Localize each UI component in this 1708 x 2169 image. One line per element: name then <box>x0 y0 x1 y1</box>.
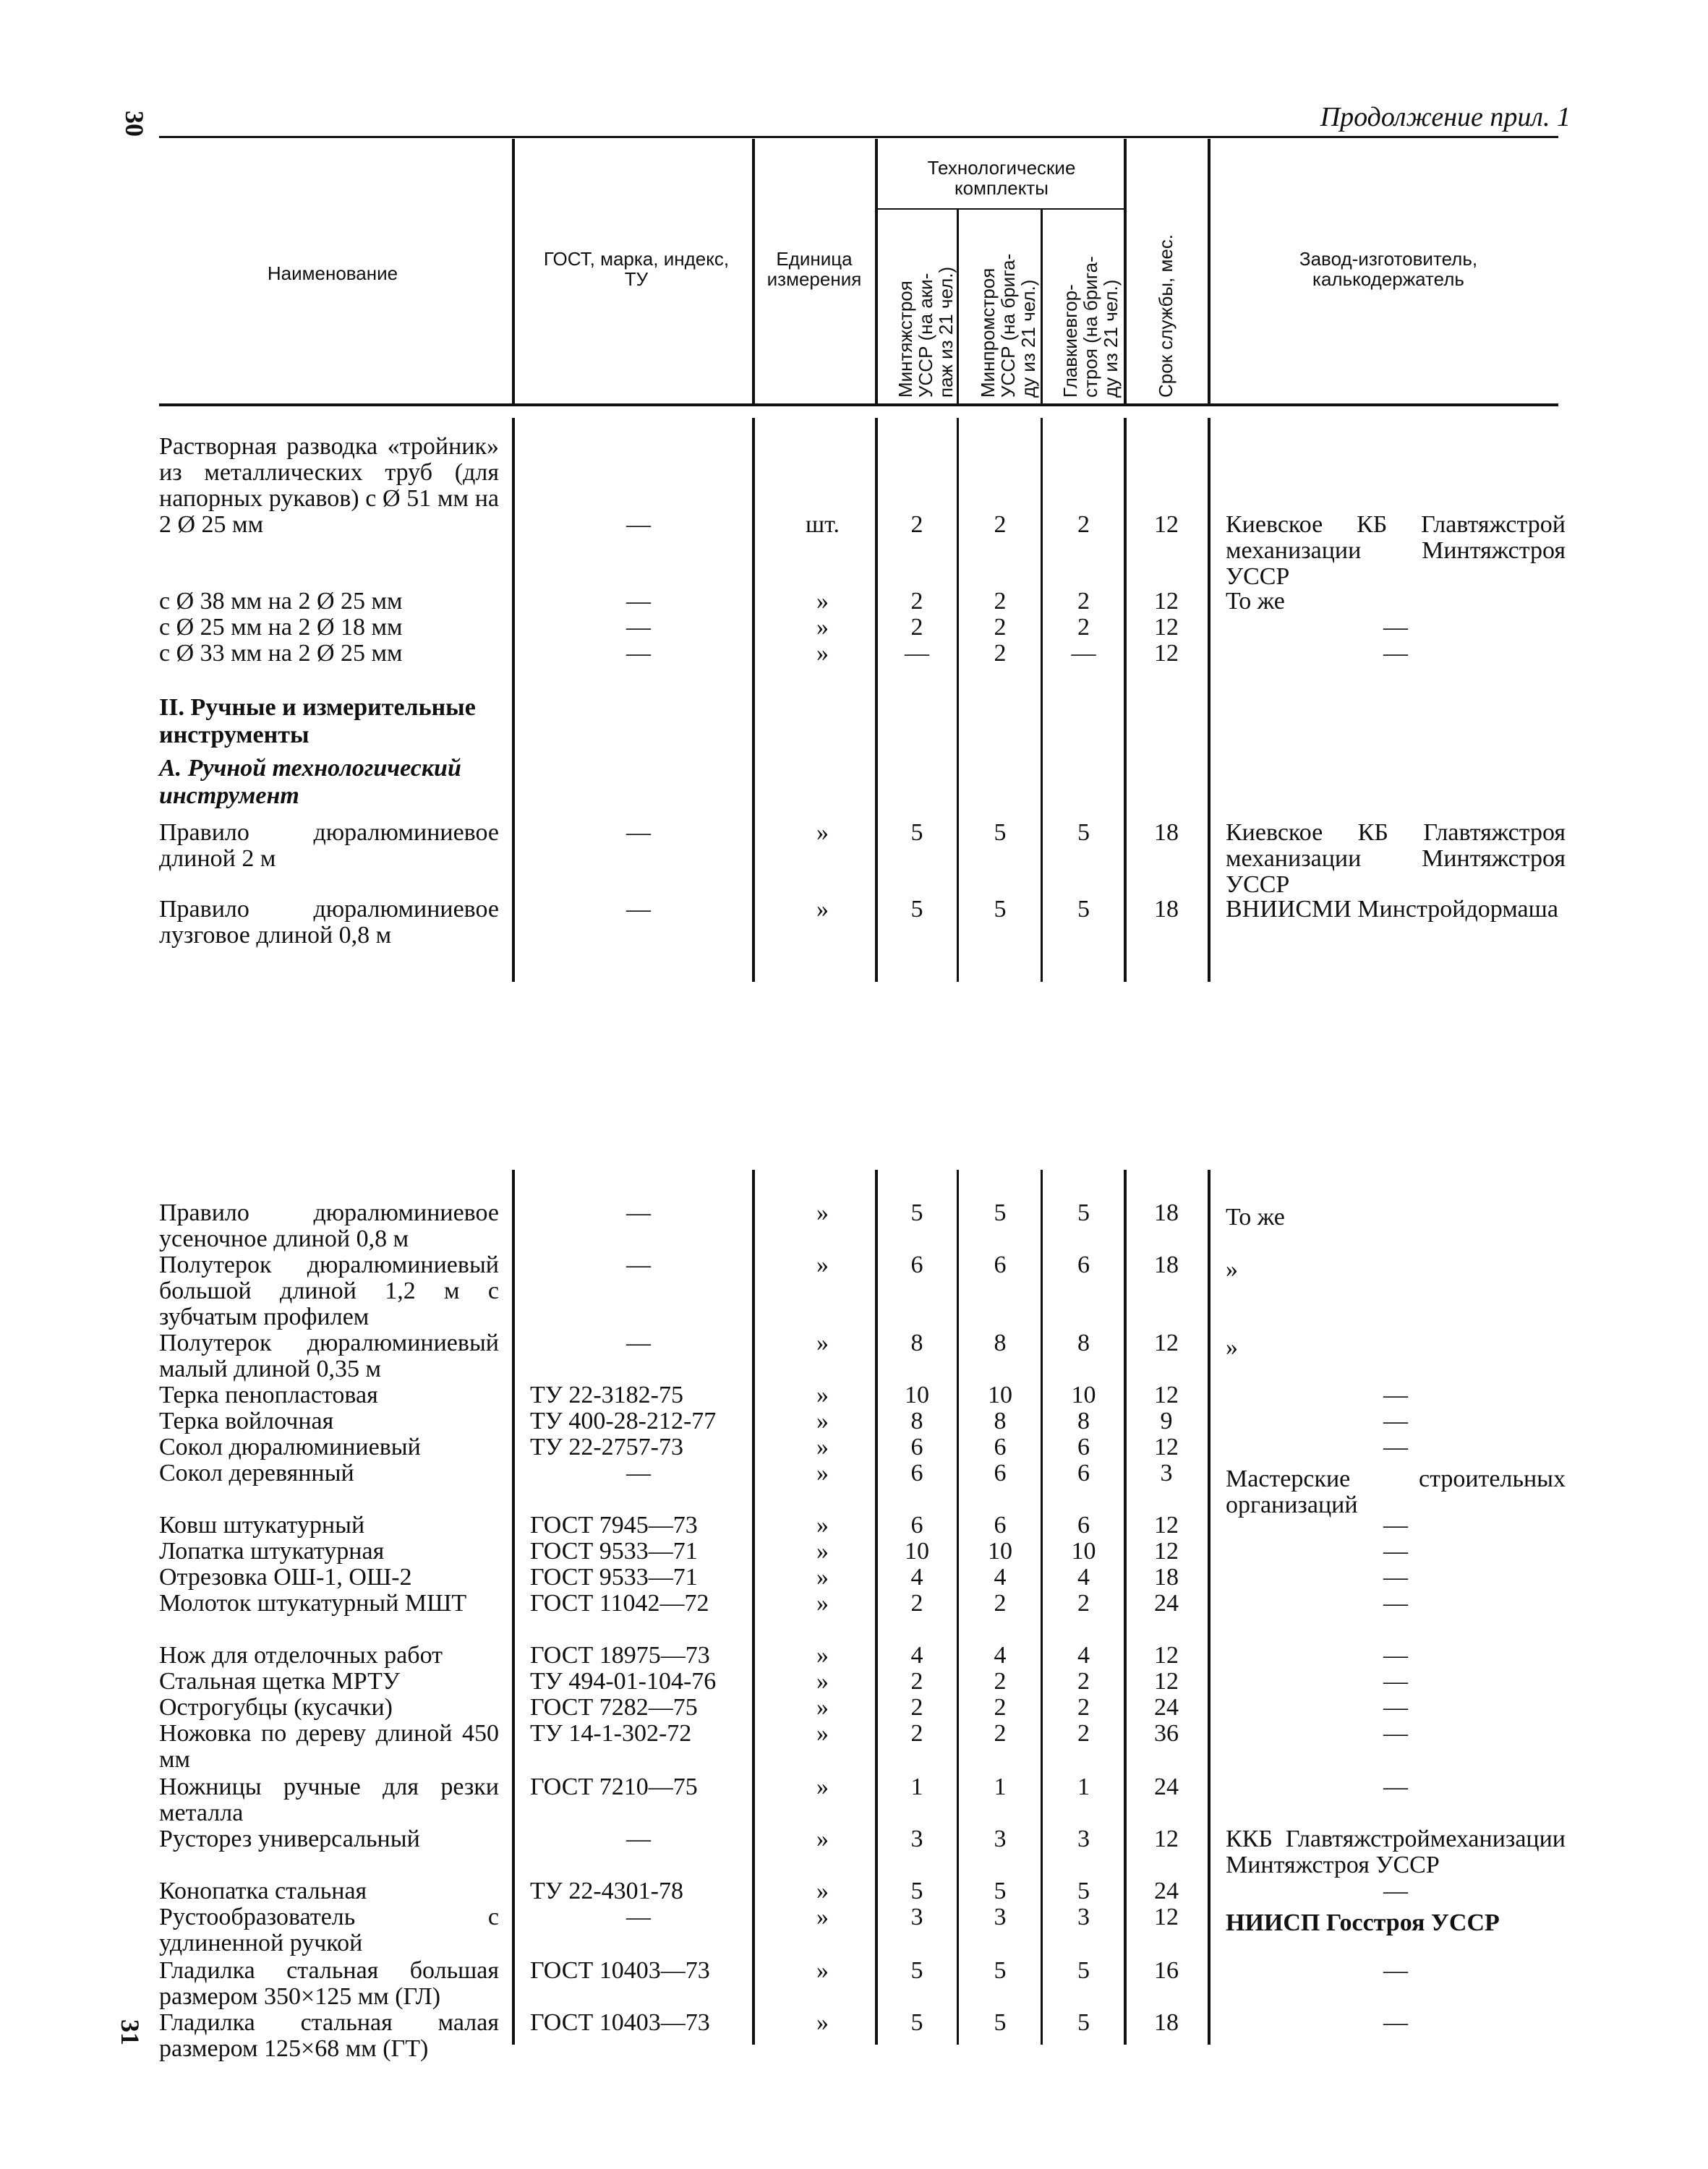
cell-plant: То же <box>1226 588 1285 615</box>
cell-gost: — <box>626 614 651 641</box>
cell-name: Ковш штукатурный <box>159 1512 365 1539</box>
cell-kit-2: 3 <box>994 1826 1007 1852</box>
cell-unit: » <box>816 1957 829 1984</box>
cell-plant: — <box>1383 1642 1408 1669</box>
cell-srok: 18 <box>1154 1564 1179 1591</box>
cell-kit-2: 4 <box>994 1642 1007 1669</box>
column-divider <box>752 418 755 982</box>
cell-gost: ТУ 22-2757-73 <box>530 1434 683 1460</box>
header-kit-1: Минтяжстроя УССР (на аки- паж из 21 чел.) <box>894 266 957 398</box>
cell-srok: 12 <box>1154 511 1179 538</box>
cell-unit: » <box>816 1460 829 1486</box>
cell-kit-2: 2 <box>994 1590 1007 1617</box>
cell-gost: ГОСТ 7210—75 <box>530 1774 698 1800</box>
cell-plant: Мастерские строительных организаций <box>1226 1466 1566 1518</box>
cell-gost: ГОСТ 9533—71 <box>530 1538 698 1565</box>
header-kit-2: Минпромстроя УССР (на брига- ду из 21 чел.) <box>977 253 1039 398</box>
cell-kit-1: 4 <box>910 1642 923 1669</box>
cell-gost: ГОСТ 9533—71 <box>530 1564 698 1591</box>
cell-kit-3: 10 <box>1071 1538 1096 1565</box>
cell-gost: — <box>626 1904 651 1930</box>
cell-gost: ГОСТ 10403—73 <box>530 1957 710 1984</box>
cell-unit: шт. <box>806 511 840 538</box>
cell-srok: 12 <box>1154 1434 1179 1460</box>
column-divider <box>1208 418 1210 982</box>
cell-name: с Ø 38 мм на 2 Ø 25 мм <box>159 588 403 615</box>
cell-kit-3: 5 <box>1077 819 1090 846</box>
cell-kit-3: 4 <box>1077 1642 1090 1669</box>
cell-plant: — <box>1383 1564 1408 1591</box>
cell-gost: ТУ 400-28-212-77 <box>530 1408 717 1434</box>
cell-srok: 18 <box>1154 819 1179 846</box>
cell-kit-3: 4 <box>1077 1564 1090 1591</box>
cell-plant: — <box>1383 1668 1408 1695</box>
cell-unit: » <box>816 819 829 846</box>
cell-srok: 36 <box>1154 1720 1179 1747</box>
column-divider <box>1208 1170 1210 2045</box>
cell-unit: » <box>816 1720 829 1747</box>
cell-unit: » <box>816 1538 829 1565</box>
cell-kit-1: 8 <box>910 1330 923 1356</box>
cell-kit-2: 10 <box>988 1382 1012 1408</box>
cell-kit-3: 3 <box>1077 1826 1090 1852</box>
cell-unit: » <box>816 1252 829 1278</box>
cell-kit-3: 6 <box>1077 1434 1090 1460</box>
cell-kit-2: 2 <box>994 1668 1007 1695</box>
header-unit: Единица измерения <box>767 248 862 290</box>
cell-kit-2: 5 <box>994 896 1007 923</box>
cell-kit-2: 2 <box>994 511 1007 538</box>
cell-unit: » <box>816 1330 829 1356</box>
cell-gost: — <box>626 896 651 923</box>
cell-gost: — <box>626 819 651 846</box>
cell-kit-1: — <box>905 640 929 667</box>
cell-kit-3: 5 <box>1077 2009 1090 2036</box>
header-divider <box>752 139 755 405</box>
cell-kit-2: 10 <box>988 1538 1012 1565</box>
cell-gost: — <box>626 1826 651 1852</box>
cell-gost: ТУ 22-4301-78 <box>530 1878 683 1904</box>
cell-gost: — <box>626 1460 651 1486</box>
header-divider <box>1208 139 1210 405</box>
cell-srok: 12 <box>1154 1668 1179 1695</box>
cell-kit-2: 6 <box>994 1512 1007 1539</box>
cell-srok: 16 <box>1154 1957 1179 1984</box>
kits-subrule <box>876 208 1125 210</box>
cell-gost: — <box>626 1252 651 1278</box>
header-divider <box>512 139 515 405</box>
header-divider <box>1124 139 1127 405</box>
cell-gost: ГОСТ 11042—72 <box>530 1590 709 1617</box>
cell-kit-3: 6 <box>1077 1460 1090 1486</box>
cell-gost: ТУ 14-1-302-72 <box>530 1720 692 1747</box>
cell-plant: — <box>1383 640 1408 667</box>
cell-kit-1: 10 <box>905 1382 929 1408</box>
cell-srok: 18 <box>1154 2009 1179 2036</box>
cell-plant: ККБ Главтяжстроймеханизации Минтяжстроя УССР <box>1226 1826 1566 1878</box>
running-head: Продолжение прил. 1 <box>1320 102 1571 132</box>
cell-name: Рустообразователь с удлиненной ручкой <box>159 1904 499 1956</box>
cell-plant: НИИСП Госстроя УССР <box>1226 1909 1500 1936</box>
cell-kit-2: 4 <box>994 1564 1007 1591</box>
cell-kit-2: 1 <box>994 1774 1007 1800</box>
cell-plant: » <box>1226 1334 1238 1361</box>
cell-name: Растворная разводка «тройник» из металлических труб (для напорных рукавов) с Ø 51 мм на 2 Ø 25 мм <box>159 433 499 538</box>
cell-unit: » <box>816 1590 829 1617</box>
cell-name: Ножовка по дереву длиной 450 мм <box>159 1720 499 1773</box>
header-srok: Срок службы, мес. <box>1155 234 1177 398</box>
cell-srok: 24 <box>1154 1694 1179 1721</box>
cell-srok: 24 <box>1154 1878 1179 1904</box>
cell-name: Русторез универсальный <box>159 1826 420 1852</box>
cell-srok: 3 <box>1160 1460 1173 1486</box>
cell-plant: — <box>1383 1774 1408 1800</box>
cell-kit-1: 2 <box>910 614 923 641</box>
cell-name: Полутерок дюралюминиевый большой длиной 1,2 м с зубчатым профилем <box>159 1252 499 1330</box>
cell-gost: — <box>626 588 651 615</box>
cell-kit-2: 5 <box>994 1199 1007 1226</box>
cell-kit-1: 6 <box>910 1512 923 1539</box>
cell-plant: — <box>1383 614 1408 641</box>
cell-name: Лопатка штукатурная <box>159 1538 385 1565</box>
header-bottom-rule <box>159 403 1558 406</box>
cell-srok: 12 <box>1154 588 1179 615</box>
header-name: Наименование <box>267 262 398 284</box>
cell-kit-3: 1 <box>1077 1774 1090 1800</box>
cell-gost: ГОСТ 10403—73 <box>530 2009 710 2036</box>
cell-kit-3: 2 <box>1077 614 1090 641</box>
cell-unit: » <box>816 896 829 923</box>
cell-srok: 12 <box>1154 1538 1179 1565</box>
header-plant: Завод-изготовитель, калькодержатель <box>1299 248 1478 290</box>
cell-kit-2: 6 <box>994 1252 1007 1278</box>
cell-kit-3: — <box>1071 640 1096 667</box>
cell-kit-3: 5 <box>1077 1878 1090 1904</box>
cell-name: Конопатка стальная <box>159 1878 367 1904</box>
cell-kit-1: 2 <box>910 1590 923 1617</box>
cell-plant: — <box>1383 1512 1408 1539</box>
cell-plant: ВНИИСМИ Минстройдормаша <box>1226 896 1558 923</box>
cell-srok: 12 <box>1154 640 1179 667</box>
header-divider <box>1041 210 1043 405</box>
cell-kit-3: 2 <box>1077 588 1090 615</box>
cell-kit-2: 2 <box>994 588 1007 615</box>
cell-kit-1: 6 <box>910 1460 923 1486</box>
cell-unit: » <box>816 1904 829 1930</box>
cell-name: Острогубцы (кусачки) <box>159 1694 393 1721</box>
cell-plant: — <box>1383 1590 1408 1617</box>
cell-name: Терка войлочная <box>159 1408 334 1434</box>
cell-srok: 12 <box>1154 1382 1179 1408</box>
cell-kit-3: 3 <box>1077 1904 1090 1930</box>
cell-name: Правило дюралюминиевое длиной 2 м <box>159 819 499 872</box>
cell-unit: » <box>816 1512 829 1539</box>
cell-unit: » <box>816 1642 829 1669</box>
cell-kit-2: 2 <box>994 640 1007 667</box>
cell-kit-1: 8 <box>910 1408 923 1434</box>
cell-kit-2: 6 <box>994 1460 1007 1486</box>
cell-unit: » <box>816 640 829 667</box>
column-divider <box>752 1170 755 2045</box>
cell-srok: 12 <box>1154 1826 1179 1852</box>
cell-srok: 24 <box>1154 1774 1179 1800</box>
cell-gost: ГОСТ 7945—73 <box>530 1512 698 1539</box>
cell-plant: Киевское КБ Главтяжстроя механизации Минтяжстроя УССР <box>1226 819 1566 898</box>
cell-kit-1: 6 <box>910 1434 923 1460</box>
cell-kit-3: 2 <box>1077 1668 1090 1695</box>
cell-kit-3: 2 <box>1077 1694 1090 1721</box>
cell-kit-2: 3 <box>994 1904 1007 1930</box>
section-heading-a: А. Ручной технологический инструмент <box>159 755 461 809</box>
cell-plant: — <box>1383 1408 1408 1434</box>
cell-kit-1: 2 <box>910 511 923 538</box>
cell-name: с Ø 25 мм на 2 Ø 18 мм <box>159 614 403 641</box>
cell-srok: 12 <box>1154 614 1179 641</box>
cell-srok: 12 <box>1154 1512 1179 1539</box>
cell-srok: 12 <box>1154 1330 1179 1356</box>
cell-kit-3: 6 <box>1077 1512 1090 1539</box>
cell-unit: » <box>816 1199 829 1226</box>
column-divider <box>512 418 515 982</box>
cell-kit-3: 8 <box>1077 1330 1090 1356</box>
cell-unit: » <box>816 1694 829 1721</box>
cell-name: Ножницы ручные для резки металла <box>159 1774 499 1826</box>
cell-unit: » <box>816 1564 829 1591</box>
cell-kit-2: 2 <box>994 1720 1007 1747</box>
cell-name: Правило дюралюминиевое усеночное длиной 0,8 м <box>159 1199 499 1252</box>
cell-srok: 18 <box>1154 896 1179 923</box>
cell-plant: — <box>1383 2009 1408 2036</box>
cell-gost: ГОСТ 7282—75 <box>530 1694 698 1721</box>
cell-kit-1: 5 <box>910 1957 923 1984</box>
header-divider <box>957 210 959 405</box>
cell-kit-1: 5 <box>910 896 923 923</box>
cell-name: Сокол дюралюминиевый <box>159 1434 421 1460</box>
cell-kit-3: 6 <box>1077 1252 1090 1278</box>
cell-gost: ТУ 494-01-104-76 <box>530 1668 717 1695</box>
cell-kit-1: 2 <box>910 588 923 615</box>
cell-kit-3: 5 <box>1077 896 1090 923</box>
cell-kit-1: 2 <box>910 1668 923 1695</box>
cell-name: Сокол деревянный <box>159 1460 354 1486</box>
cell-kit-3: 2 <box>1077 511 1090 538</box>
cell-kit-3: 2 <box>1077 1590 1090 1617</box>
cell-kit-1: 3 <box>910 1904 923 1930</box>
cell-unit: » <box>816 1408 829 1434</box>
cell-kit-1: 5 <box>910 819 923 846</box>
cell-plant: Киевское КБ Главтяжстрой механизации Минтяжстроя УССР <box>1226 511 1566 590</box>
cell-name: с Ø 33 мм на 2 Ø 25 мм <box>159 640 403 667</box>
cell-unit: » <box>816 1434 829 1460</box>
column-divider <box>512 1170 515 2045</box>
cell-unit: » <box>816 1774 829 1800</box>
cell-name: Нож для отделочных работ <box>159 1642 443 1669</box>
cell-kit-1: 2 <box>910 1694 923 1721</box>
cell-kit-2: 5 <box>994 1878 1007 1904</box>
cell-name: Правило дюралюминиевое лузговое длиной 0,8 м <box>159 896 499 949</box>
cell-kit-2: 5 <box>994 1957 1007 1984</box>
page-number-top: 30 <box>120 111 149 137</box>
cell-kit-2: 2 <box>994 614 1007 641</box>
cell-plant: — <box>1383 1538 1408 1565</box>
cell-plant: — <box>1383 1957 1408 1984</box>
cell-plant: — <box>1383 1382 1408 1408</box>
cell-unit: » <box>816 1826 829 1852</box>
section-heading-ii: II. Ручные и измерительные инструменты <box>159 694 476 748</box>
cell-srok: 9 <box>1160 1408 1173 1434</box>
cell-kit-1: 2 <box>910 1720 923 1747</box>
cell-kit-1: 5 <box>910 1199 923 1226</box>
cell-unit: » <box>816 1668 829 1695</box>
cell-plant: — <box>1383 1434 1408 1460</box>
header-kits: Технологические комплекты <box>927 157 1076 199</box>
cell-gost: — <box>626 1199 651 1226</box>
page-number-bottom: 31 <box>116 2019 145 2045</box>
cell-name: Терка пенопластовая <box>159 1382 378 1408</box>
cell-plant: — <box>1383 1694 1408 1721</box>
cell-kit-2: 5 <box>994 2009 1007 2036</box>
cell-kit-2: 2 <box>994 1694 1007 1721</box>
cell-kit-1: 5 <box>910 2009 923 2036</box>
cell-plant: » <box>1226 1256 1238 1283</box>
cell-kit-1: 6 <box>910 1252 923 1278</box>
cell-name: Отрезовка ОШ-1, ОШ-2 <box>159 1564 412 1591</box>
cell-gost: ТУ 22-3182-75 <box>530 1382 683 1408</box>
cell-kit-1: 4 <box>910 1564 923 1591</box>
cell-srok: 18 <box>1154 1252 1179 1278</box>
cell-name: Полутерок дюралюминиевый малый длиной 0,35 м <box>159 1330 499 1382</box>
cell-kit-2: 5 <box>994 819 1007 846</box>
header-top-rule <box>159 136 1558 138</box>
cell-kit-1: 1 <box>910 1774 923 1800</box>
cell-kit-3: 5 <box>1077 1199 1090 1226</box>
cell-srok: 12 <box>1154 1642 1179 1669</box>
cell-kit-2: 6 <box>994 1434 1007 1460</box>
header-divider <box>875 139 878 405</box>
cell-name: Молоток штукатурный МШТ <box>159 1590 467 1617</box>
cell-kit-1: 5 <box>910 1878 923 1904</box>
cell-name: Гладилка стальная большая размером 350×125 мм (ГЛ) <box>159 1957 499 2010</box>
cell-srok: 24 <box>1154 1590 1179 1617</box>
cell-gost: — <box>626 511 651 538</box>
cell-gost: — <box>626 640 651 667</box>
header-gost: ГОСТ, марка, индекс, ТУ <box>543 248 730 290</box>
cell-plant: То же <box>1226 1204 1285 1231</box>
cell-name: Стальная щетка МРТУ <box>159 1668 400 1695</box>
cell-kit-3: 8 <box>1077 1408 1090 1434</box>
cell-kit-2: 8 <box>994 1330 1007 1356</box>
cell-srok: 18 <box>1154 1199 1179 1226</box>
cell-gost: ГОСТ 18975—73 <box>530 1642 710 1669</box>
cell-name: Гладилка стальная малая размером 125×68 мм (ГТ) <box>159 2009 499 2062</box>
cell-unit: » <box>816 588 829 615</box>
cell-kit-1: 3 <box>910 1826 923 1852</box>
cell-unit: » <box>816 2009 829 2036</box>
cell-plant: — <box>1383 1720 1408 1747</box>
cell-unit: » <box>816 614 829 641</box>
cell-unit: » <box>816 1382 829 1408</box>
cell-kit-3: 5 <box>1077 1957 1090 1984</box>
cell-srok: 12 <box>1154 1904 1179 1930</box>
cell-kit-2: 8 <box>994 1408 1007 1434</box>
cell-kit-3: 2 <box>1077 1720 1090 1747</box>
cell-kit-3: 10 <box>1071 1382 1096 1408</box>
header-kit-3: Главкиевгор- строя (на брига- ду из 21 чел.) <box>1059 256 1122 398</box>
cell-gost: — <box>626 1330 651 1356</box>
cell-kit-1: 10 <box>905 1538 929 1565</box>
cell-plant: — <box>1383 1878 1408 1904</box>
cell-unit: » <box>816 1878 829 1904</box>
